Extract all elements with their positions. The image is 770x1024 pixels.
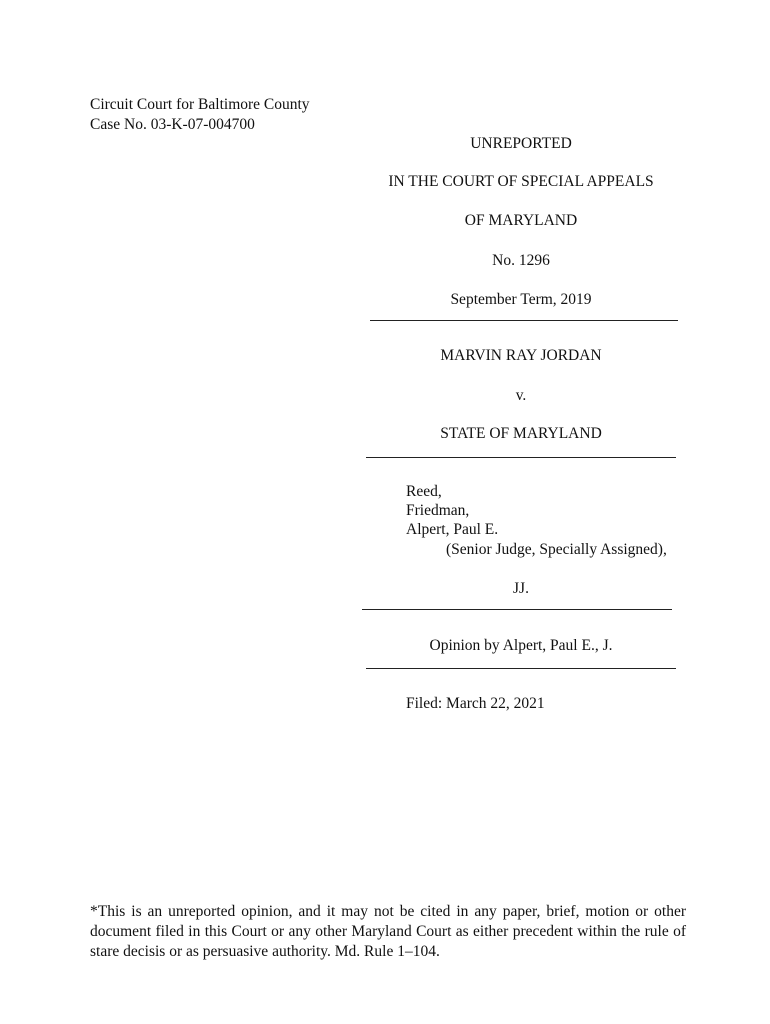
originating-court: Circuit Court for Baltimore County — [90, 96, 310, 113]
case-number: Case No. 03-K-07-004700 — [90, 116, 255, 133]
judge-assignment-note: (Senior Judge, Specially Assigned), — [446, 541, 667, 558]
divider-rule — [366, 457, 676, 458]
divider-rule — [370, 320, 678, 321]
unreported-label: UNREPORTED — [470, 135, 572, 152]
unreported-opinion-footnote: *This is an unreported opinion, and it may not be cited in any paper, brief, motion or other document filed in this Court or any other Maryland Court as either precedent within the rule of stare decisis or as persuasive authority. Md. Rule 1–104. — [90, 903, 686, 960]
appellant-name: MARVIN RAY JORDAN — [440, 347, 602, 364]
divider-rule — [366, 668, 676, 669]
versus-label: v. — [515, 387, 527, 404]
judge-name: Friedman, — [406, 502, 470, 519]
docket-number: No. 1296 — [492, 252, 550, 269]
court-name-line2: OF MARYLAND — [464, 212, 578, 229]
opinion-author: Opinion by Alpert, Paul E., J. — [429, 637, 613, 654]
appellee-name: STATE OF MARYLAND — [440, 425, 602, 442]
judge-name: Reed, — [406, 483, 442, 500]
term: September Term, 2019 — [450, 291, 592, 308]
divider-rule — [362, 609, 672, 610]
judge-name: Alpert, Paul E. — [406, 521, 499, 538]
justices-suffix: JJ. — [513, 580, 529, 597]
court-name-line1: IN THE COURT OF SPECIAL APPEALS — [388, 173, 654, 190]
filed-date: Filed: March 22, 2021 — [406, 695, 545, 712]
